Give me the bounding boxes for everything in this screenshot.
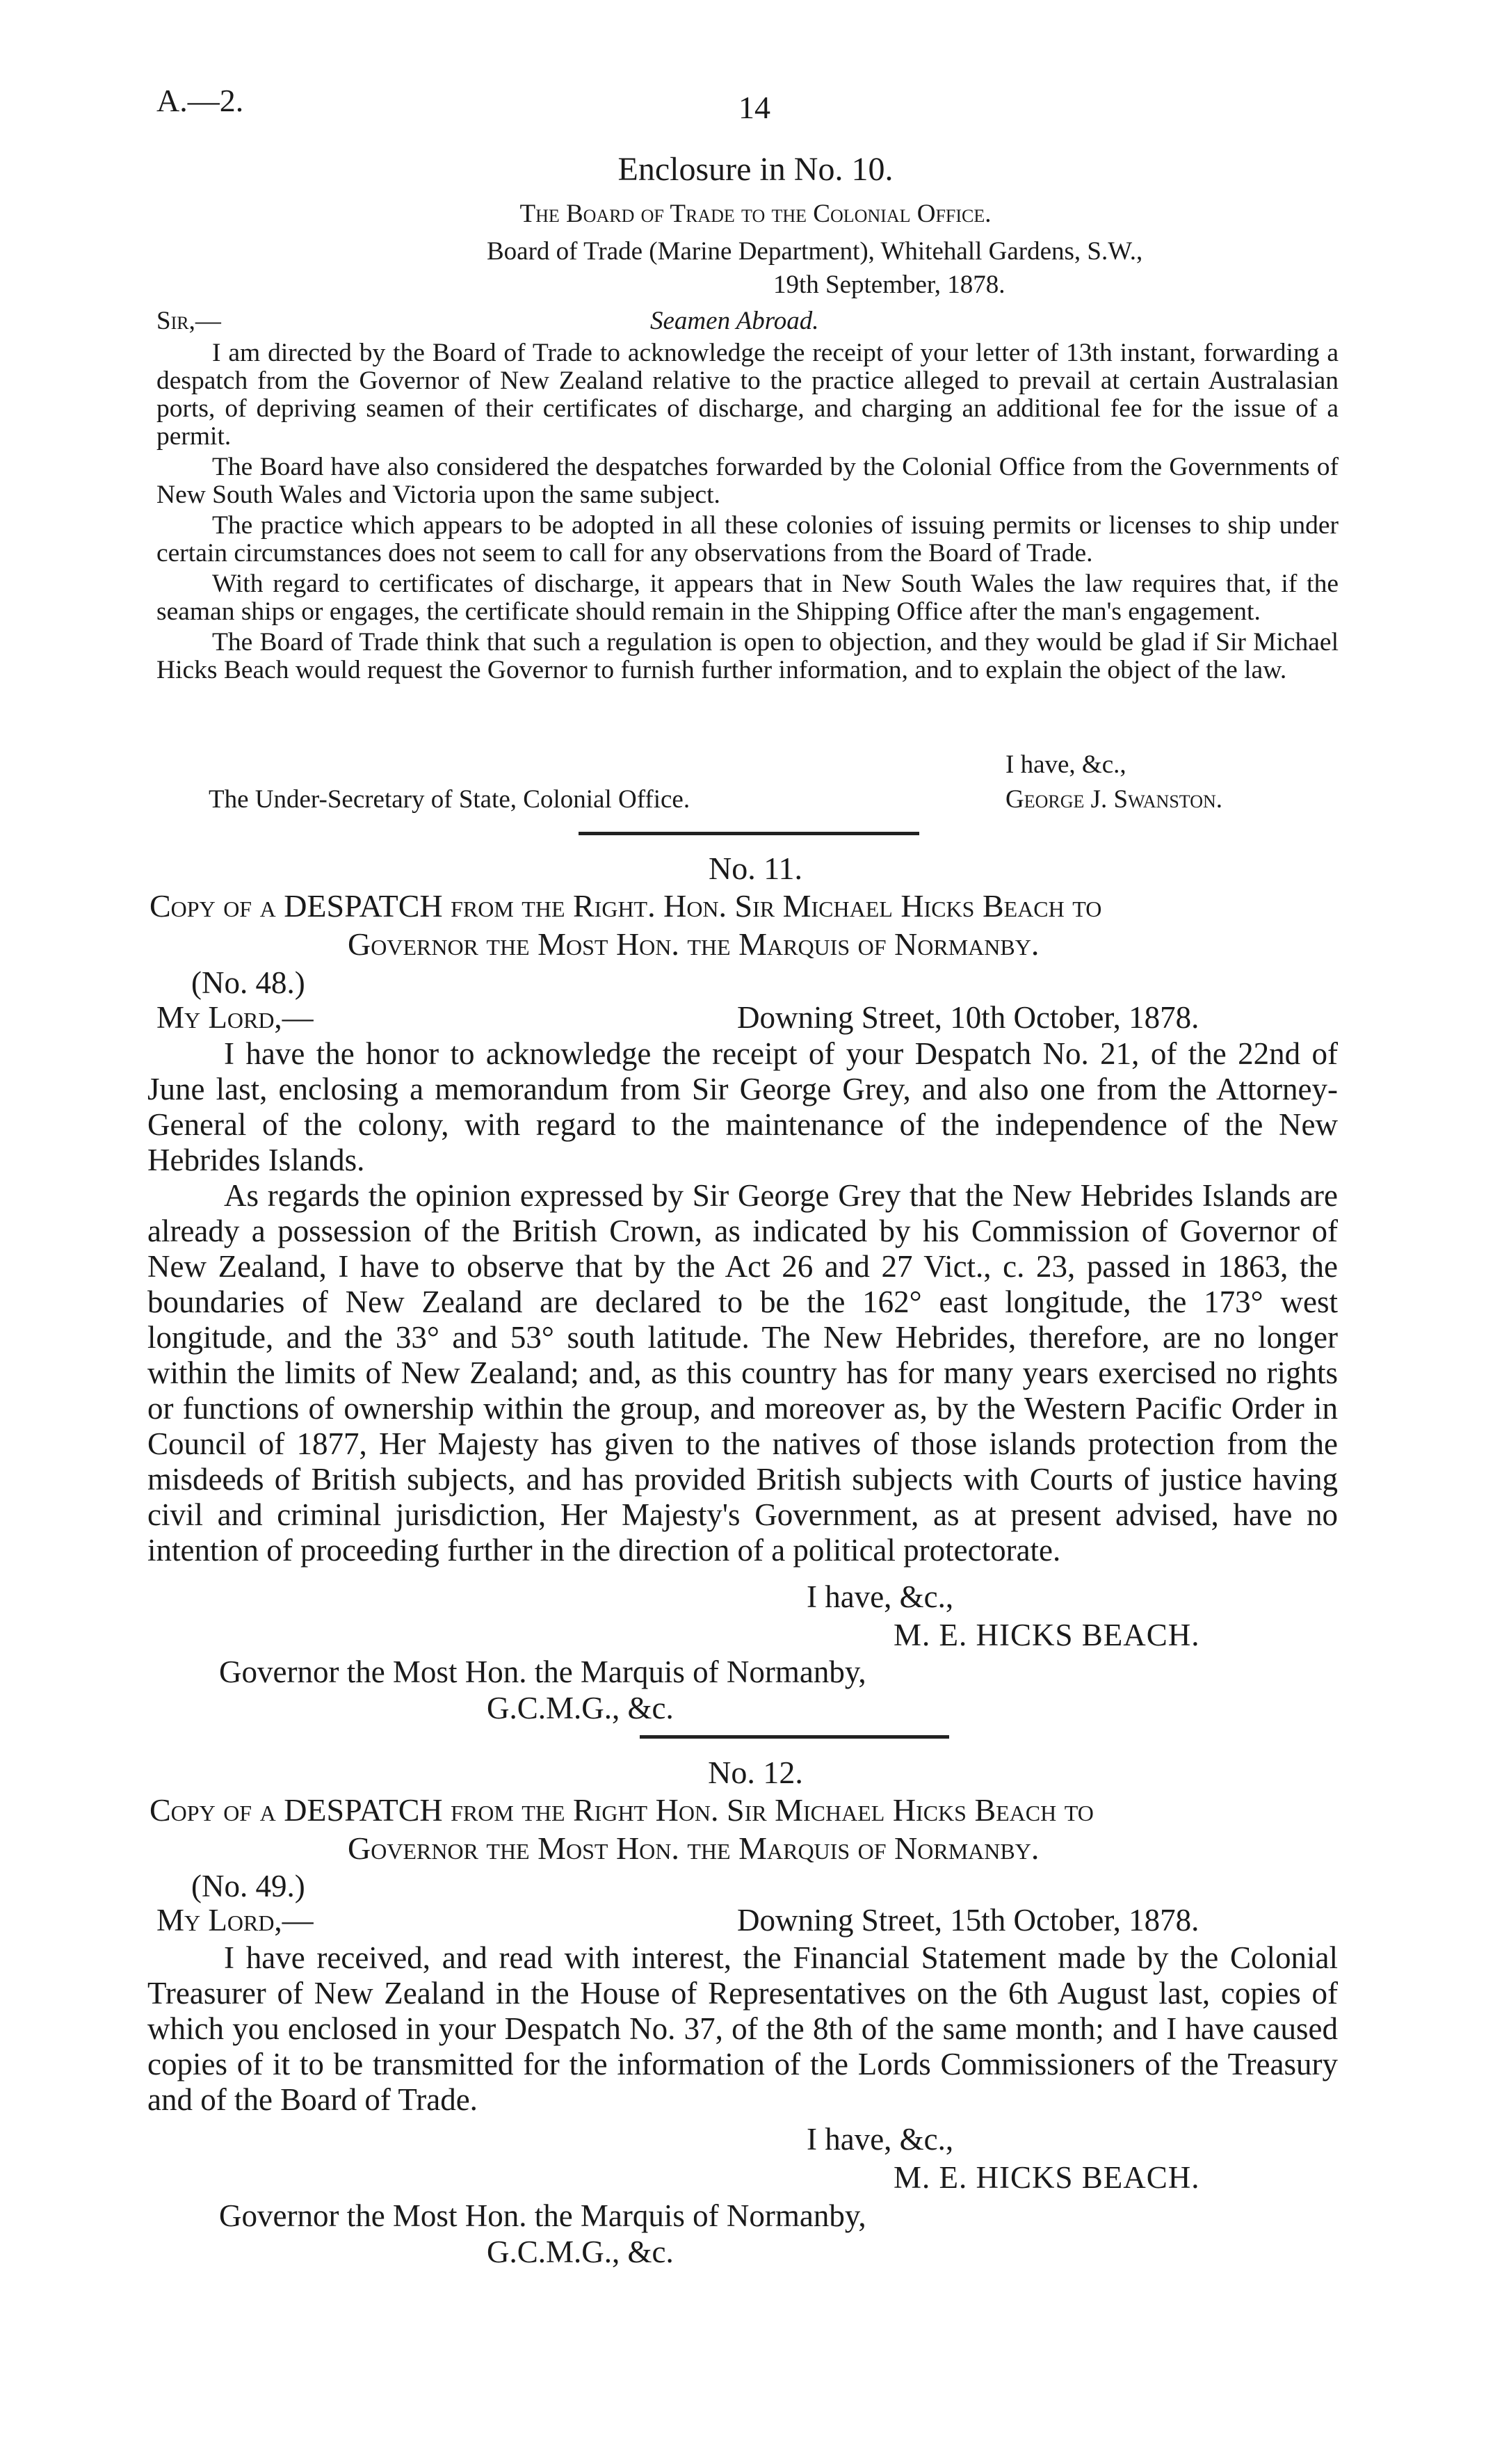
enclosure-paragraph: The practice which appears to be adopted in all these colonies of issuing permits or licenses to ship under certain circumstances does not seem to call for any observations from the Board of Trade.	[156, 511, 1339, 567]
despatch-11-addressee: Governor the Most Hon. the Marquis of Normanby,	[219, 1654, 866, 1689]
despatch-11-body	[147, 1036, 1338, 1568]
enclosure-paragraph: With regard to certificates of discharge, it appears that in New South Wales the law requires that, if the seaman ships or engages, the certificate should remain in the Shipping Office after the man's engagement.	[156, 570, 1339, 626]
despatch-11-title	[150, 887, 1346, 963]
despatch-12-number: (No. 49.)	[191, 1869, 305, 1903]
enclosure-paragraph: The Board of Trade think that such a regulation is open to objection, and they would be glad if Sir Michael Hicks Beach would request the Governor to furnish further information, and to explain the object of the law.	[156, 628, 1339, 684]
enclosure-subject: Seamen Abroad.	[650, 307, 819, 335]
document-reference: A.—2.	[156, 83, 244, 118]
enclosure-closing: I have, &c.,	[1005, 750, 1126, 779]
despatch-12-addressee: Governor the Most Hon. the Marquis of Normanby,	[219, 2198, 866, 2233]
enclosure-paragraph: I am directed by the Board of Trade to acknowledge the receipt of your letter of 13th instant, forwarding a despatch from the Governor of New Zealand relative to the practice alleged to prevail at certain Australasian ports, of depriving seamen of their certificates of discharge, and charging an additional fee for the issue of a permit.	[156, 339, 1339, 451]
despatch-12-title-line2: Governor the Most Hon. the Marquis of Normanby.	[348, 1830, 1040, 1866]
despatch-11-paragraph: As regards the opinion expressed by Sir George Grey that the New Hebrides Islands are already a possession of the British Crown, as indicated by his Commission of Governor of New Zealand, I have to observe that by the Act 26 and 27 Vict., c. 23, passed in 1863, the boundaries of New Zealand are declared to be the 162° east longitude, the 173° west longitude, and the 33° and 53° south latitude. The New Hebrides, therefore, are no longer within the limits of New Zealand; and, as this country has for many years exercised no rights or functions of ownership within the group, and moreover as, by the Western Pacific Order in Council of 1877, Her Majesty has given to the natives of those islands protection from the misdeeds of British subjects, and has provided British subjects with Courts of justice having civil and criminal jurisdiction, Her Majesty's Government, as at present advised, have no intention of proceeding further in the direction of a political protectorate.	[147, 1178, 1338, 1568]
despatch-12-closing: I have, &c.,	[807, 2122, 954, 2157]
enclosure-from-to: The Board of Trade to the Colonial Office.	[519, 200, 992, 228]
despatch-12-body	[147, 1940, 1338, 2118]
despatch-12-salutation: My Lord,—	[156, 1903, 314, 1938]
despatch-12-title	[150, 1791, 1346, 1867]
enclosure-addressee: The Under-Secretary of State, Colonial Office.	[209, 785, 690, 814]
enclosure-salutation: Sir,—	[156, 307, 221, 335]
enclosure-paragraph: The Board have also considered the despatches forwarded by the Colonial Office from the Governments of New South Wales and Victoria upon the same subject.	[156, 453, 1339, 509]
enclosure-body	[156, 339, 1339, 687]
enclosure-address: Board of Trade (Marine Department), Whitehall Gardens, S.W.,	[487, 237, 1143, 266]
despatch-11-title-line2: Governor the Most Hon. the Marquis of Normanby.	[348, 926, 1040, 962]
section-divider	[640, 1735, 949, 1739]
page-number: 14	[738, 90, 770, 125]
despatch-12-addressee-honours: G.C.M.G., &c.	[487, 2234, 674, 2269]
despatch-11-number: (No. 48.)	[191, 965, 305, 1000]
section-divider	[579, 832, 919, 835]
despatch-11-closing: I have, &c.,	[807, 1579, 954, 1614]
despatch-11-title-line1: Copy of a DESPATCH from the Right. Hon. Sir Michael Hicks Beach to	[150, 888, 1102, 924]
enclosure-title: Enclosure in No. 10.	[617, 151, 894, 188]
despatch-12-number-heading: No. 12.	[708, 1755, 803, 1790]
despatch-11-addressee-honours: G.C.M.G., &c.	[487, 1691, 674, 1725]
despatch-12-paragraph: I have received, and read with interest, the Financial Statement made by the Colonial Treasurer of New Zealand in the House of Representatives on the 6th August last, copies of which you enclosed in your Despatch No. 37, of the 8th of the same month; and I have caused copies of it to be transmitted for the information of the Lords Commissioners of the Treasury and of the Board of Trade.	[147, 1940, 1338, 2117]
despatch-11-number-heading: No. 11.	[708, 851, 802, 886]
enclosure-date: 19th September, 1878.	[773, 271, 1005, 299]
enclosure-signature: George J. Swanston.	[1005, 785, 1222, 814]
despatch-11-paragraph: I have the honor to acknowledge the receipt of your Despatch No. 21, of the 22nd of June last, enclosing a memorandum from Sir George Grey, and also one from the Attorney-General of the colony, with regard to the maintenance of the independence of the New Hebrides Islands.	[147, 1036, 1338, 1177]
despatch-11-signature: M. E. HICKS BEACH.	[894, 1618, 1200, 1652]
despatch-11-place-date: Downing Street, 10th October, 1878.	[737, 1000, 1199, 1035]
despatch-12-title-line1: Copy of a DESPATCH from the Right Hon. Sir Michael Hicks Beach to	[150, 1792, 1094, 1828]
despatch-12-signature: M. E. HICKS BEACH.	[894, 2160, 1200, 2195]
despatch-12-place-date: Downing Street, 15th October, 1878.	[737, 1903, 1199, 1938]
despatch-11-salutation: My Lord,—	[156, 1000, 314, 1035]
